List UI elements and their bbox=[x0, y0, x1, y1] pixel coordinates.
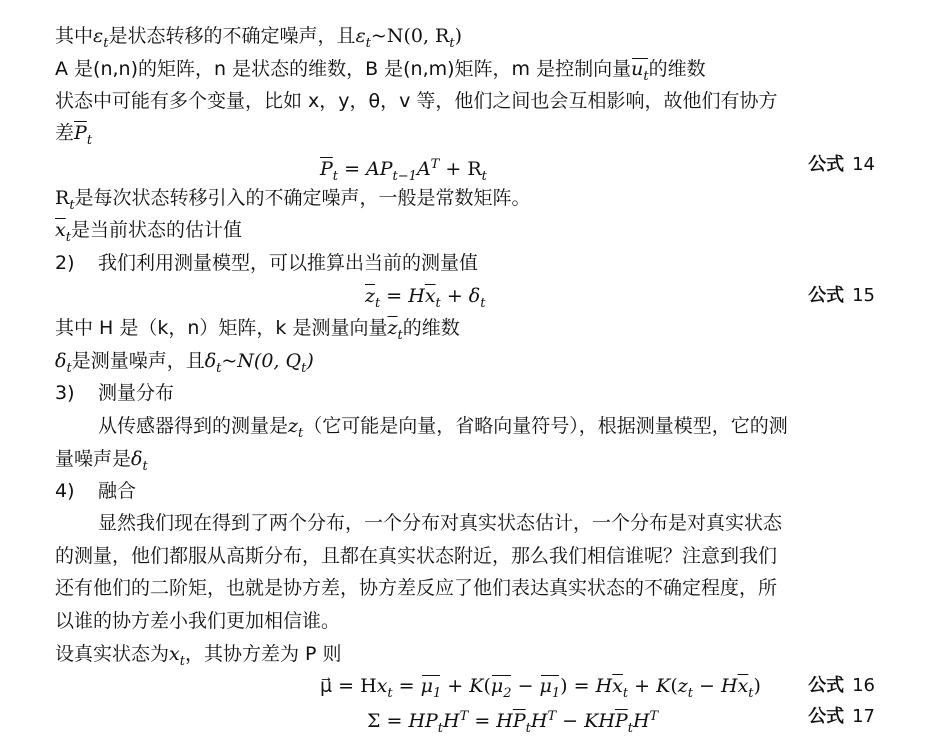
text-line-8: 其中 H 是（k，n）矩阵，k 是测量向量$\overline{z}_t$的维数 bbox=[55, 317, 460, 343]
equation-17: $\Sigma = HP_tH^T = H\overline{P}_tH^T - KH\overline{P}_tH^T$ bbox=[367, 709, 659, 736]
math-normal-dist: ~N(0, $R_t$) bbox=[370, 25, 462, 51]
text: 其中 bbox=[55, 25, 94, 47]
text: 量噪声是 bbox=[55, 448, 132, 470]
math-delta-dist: $\delta_t\sim N(0$, $Q_t$) bbox=[204, 350, 314, 376]
math-epsilon-t: $\varepsilon_t$ bbox=[355, 25, 371, 51]
text: 状态中可能有多个变量，比如 x，y，θ，v 等，他们之间也会互相影响，故他们有协方 bbox=[55, 90, 778, 112]
math-x-bar-t: $\overline{x}$ bbox=[55, 219, 66, 241]
math-u-vector: $u_t$ bbox=[631, 57, 648, 89]
math-x-t: $x_t$ bbox=[169, 643, 185, 669]
text: 是状态转移的不确定噪声，且 bbox=[108, 25, 356, 47]
text: 是每次状态转移引入的不确定噪声，一般是常数矩阵。 bbox=[74, 187, 531, 209]
text: （它可能是向量，省略向量符号），根据测量模型，它的测 bbox=[303, 415, 788, 437]
math-p-bar-t: $\overline{P}$ bbox=[74, 122, 87, 144]
text-line-6: $\overline{x}_t$是当前状态的估计值 bbox=[55, 219, 242, 245]
text-line-11 bbox=[98, 414, 788, 446]
math-r-t: $R_t$ bbox=[55, 187, 75, 213]
math-z-t: $z_t$ bbox=[288, 415, 304, 441]
math-delta-t: $\delta_t$ bbox=[55, 350, 72, 376]
equation-14: $\overline{P}_t = AP_{t-1}A^T + R_t$ bbox=[320, 157, 487, 184]
list-number: 3) bbox=[55, 382, 75, 404]
text: 其中 H 是（k，n）矩阵，k 是测量向量 bbox=[55, 317, 388, 339]
math-delta-t: $\delta_t$ bbox=[131, 448, 148, 474]
text-line-3 bbox=[55, 89, 777, 113]
list-item-2 bbox=[55, 251, 478, 275]
equation-16: μ⃗ = $Hx_t = \mu_1 + K(\mu_2 - \mu_1) = H\overline{x}_t + K(z_t - H\overline{x}_t)$ bbox=[320, 674, 761, 706]
text: 融合 bbox=[98, 480, 137, 502]
text: A 是(n,n)的矩阵，n 是状态的维数，B 是(n,m)矩阵，m 是控制向量 bbox=[55, 58, 632, 80]
text: 是当前状态的估计值 bbox=[70, 219, 242, 241]
text: 差 bbox=[55, 122, 75, 144]
text: 是测量噪声，且 bbox=[71, 350, 205, 372]
equation-label-15: 公式 15 bbox=[808, 285, 875, 306]
text: 我们利用测量模型，可以推算出当前的测量值 bbox=[98, 252, 479, 274]
paragraph-line-1: 显然我们现在得到了两个分布，一个分布对真实状态估计，一个分布是对真实状态 bbox=[98, 512, 783, 534]
text-line-18 bbox=[55, 642, 342, 674]
text: ，其协方差为 P 则 bbox=[184, 643, 342, 665]
text: 的维数 bbox=[402, 317, 460, 339]
math-z-bar-t: $\overline{z}$ bbox=[387, 317, 398, 339]
list-item-4 bbox=[55, 479, 136, 503]
paragraph-line-3: 还有他们的二阶矩，也就是协方差，协方差反应了他们表达真实状态的不确定程度，所 bbox=[55, 577, 778, 599]
text-line-4: 差$\overline{P}_t$ bbox=[55, 122, 93, 148]
paragraph-line-2: 的测量，他们都服从高斯分布，且都在真实状态附近，那么我们相信谁呢？注意到我们 bbox=[55, 545, 778, 567]
text: 从传感器得到的测量是 bbox=[98, 415, 289, 437]
equation-label-16: 公式 16 bbox=[808, 675, 875, 696]
text: 的维数 bbox=[648, 58, 706, 80]
equation-label-17: 公式 17 bbox=[808, 706, 875, 727]
list-number: 4) bbox=[55, 480, 75, 502]
text: 设真实状态为 bbox=[55, 643, 170, 665]
text-line-12 bbox=[55, 447, 148, 479]
list-number: 2) bbox=[55, 252, 75, 274]
paragraph-line-4: 以谁的协方差小我们更加相信谁。 bbox=[55, 610, 341, 632]
text: 测量分布 bbox=[98, 382, 175, 404]
text-line-5 bbox=[55, 186, 531, 218]
text-line-2 bbox=[55, 57, 706, 89]
equation-label-14: 公式 14 bbox=[808, 154, 875, 175]
text-line-9 bbox=[55, 349, 314, 381]
list-item-3 bbox=[55, 381, 174, 405]
math-epsilon-t: $\varepsilon_t$ bbox=[93, 25, 109, 51]
text-line-1 bbox=[55, 24, 462, 56]
equation-15: $\overline{z}_t = H\overline{x}_t + \delta_t$ bbox=[365, 285, 486, 311]
